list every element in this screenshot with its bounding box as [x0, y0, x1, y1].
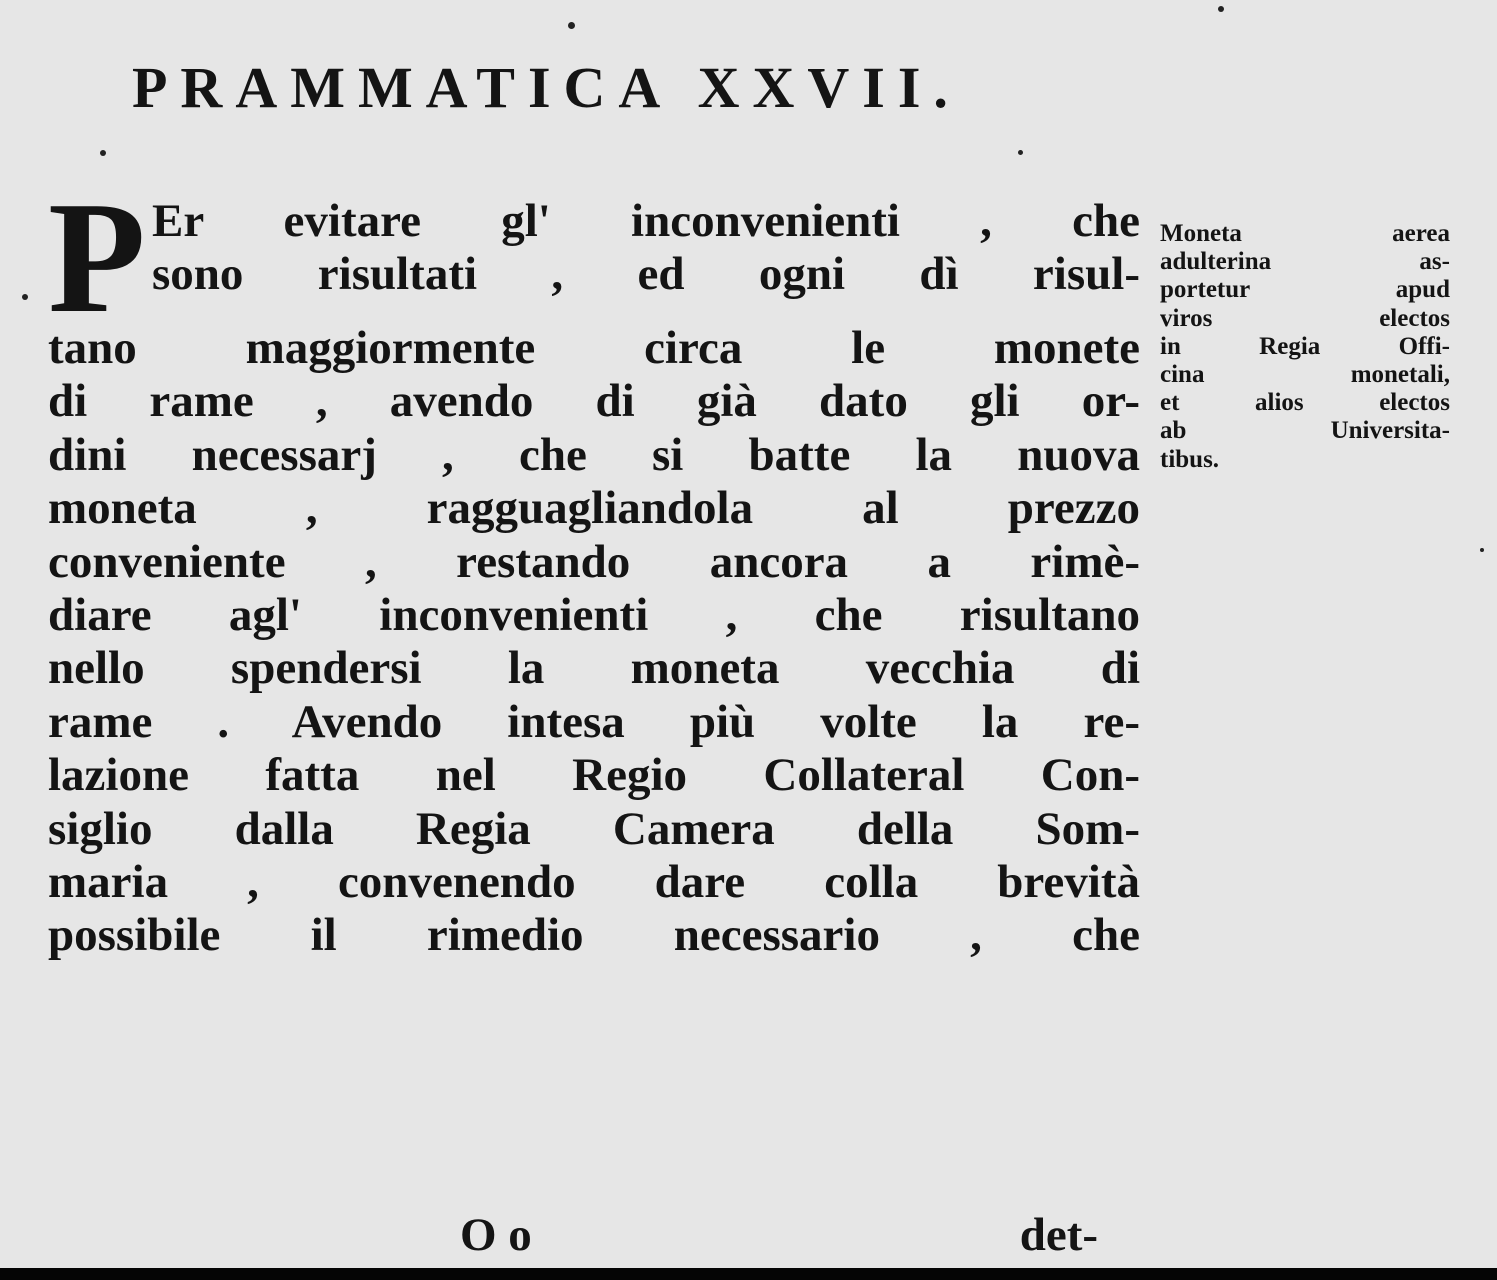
text-line: di rame , avendo di già dato gli or- — [48, 375, 1140, 428]
text-line: conveniente , restando ancora a rimè- — [48, 535, 1140, 588]
ink-speck — [1480, 548, 1484, 552]
marginal-line: Moneta aerea — [1160, 220, 1450, 247]
marginal-line: et alios electos — [1160, 389, 1450, 417]
text-line: dini necessarj , che si batte la nuova — [48, 428, 1140, 481]
main-text-block — [48, 168, 1140, 963]
bottom-edge — [0, 1268, 1497, 1280]
page-footer — [48, 1208, 1140, 1262]
text-line: sono risultati , ed ogni dì risul- — [152, 248, 1140, 301]
marginal-line: viros electos — [1160, 304, 1450, 332]
ink-speck — [100, 150, 106, 156]
marginal-line: portetur apud — [1160, 276, 1450, 304]
marginal-line: tibus. — [1160, 445, 1220, 473]
marginal-line: in Regia Offi- — [1160, 332, 1450, 360]
text-line: tano maggiormente circa le monete — [48, 322, 1140, 374]
marginal-line: ab Universita- — [1160, 417, 1450, 445]
text-line: siglio dalla Regia Camera della Som- — [48, 802, 1140, 855]
ink-speck — [22, 294, 28, 300]
text-line: possibile il rimedio necessario , che — [48, 909, 1140, 962]
marginal-line: cina monetali, — [1160, 361, 1450, 389]
page-heading: PRAMMATICA XXVII. — [132, 55, 961, 120]
text-line: diare agl' inconvenienti , che risultano — [48, 588, 1140, 641]
ink-speck — [568, 22, 575, 29]
drop-cap: P — [48, 168, 146, 346]
text-line: Er evitare gl' inconvenienti , che — [152, 195, 1140, 247]
marginal-line: adulterina as- — [1160, 248, 1450, 276]
signature-mark: O o — [460, 1209, 532, 1261]
text-line: moneta , ragguagliandola al prezzo — [48, 482, 1140, 535]
text-line: rame . Avendo intesa più volte la re- — [48, 695, 1140, 748]
marginal-note — [1160, 220, 1450, 474]
catchword: det- — [1019, 1209, 1098, 1261]
ink-speck — [1218, 6, 1224, 12]
text-line: lazione fatta nel Regio Collateral Con- — [48, 749, 1140, 802]
ink-speck — [1018, 150, 1023, 155]
text-line: maria , convenendo dare colla brevità — [48, 855, 1140, 908]
text-line: nello spendersi la moneta vecchia di — [48, 642, 1140, 695]
